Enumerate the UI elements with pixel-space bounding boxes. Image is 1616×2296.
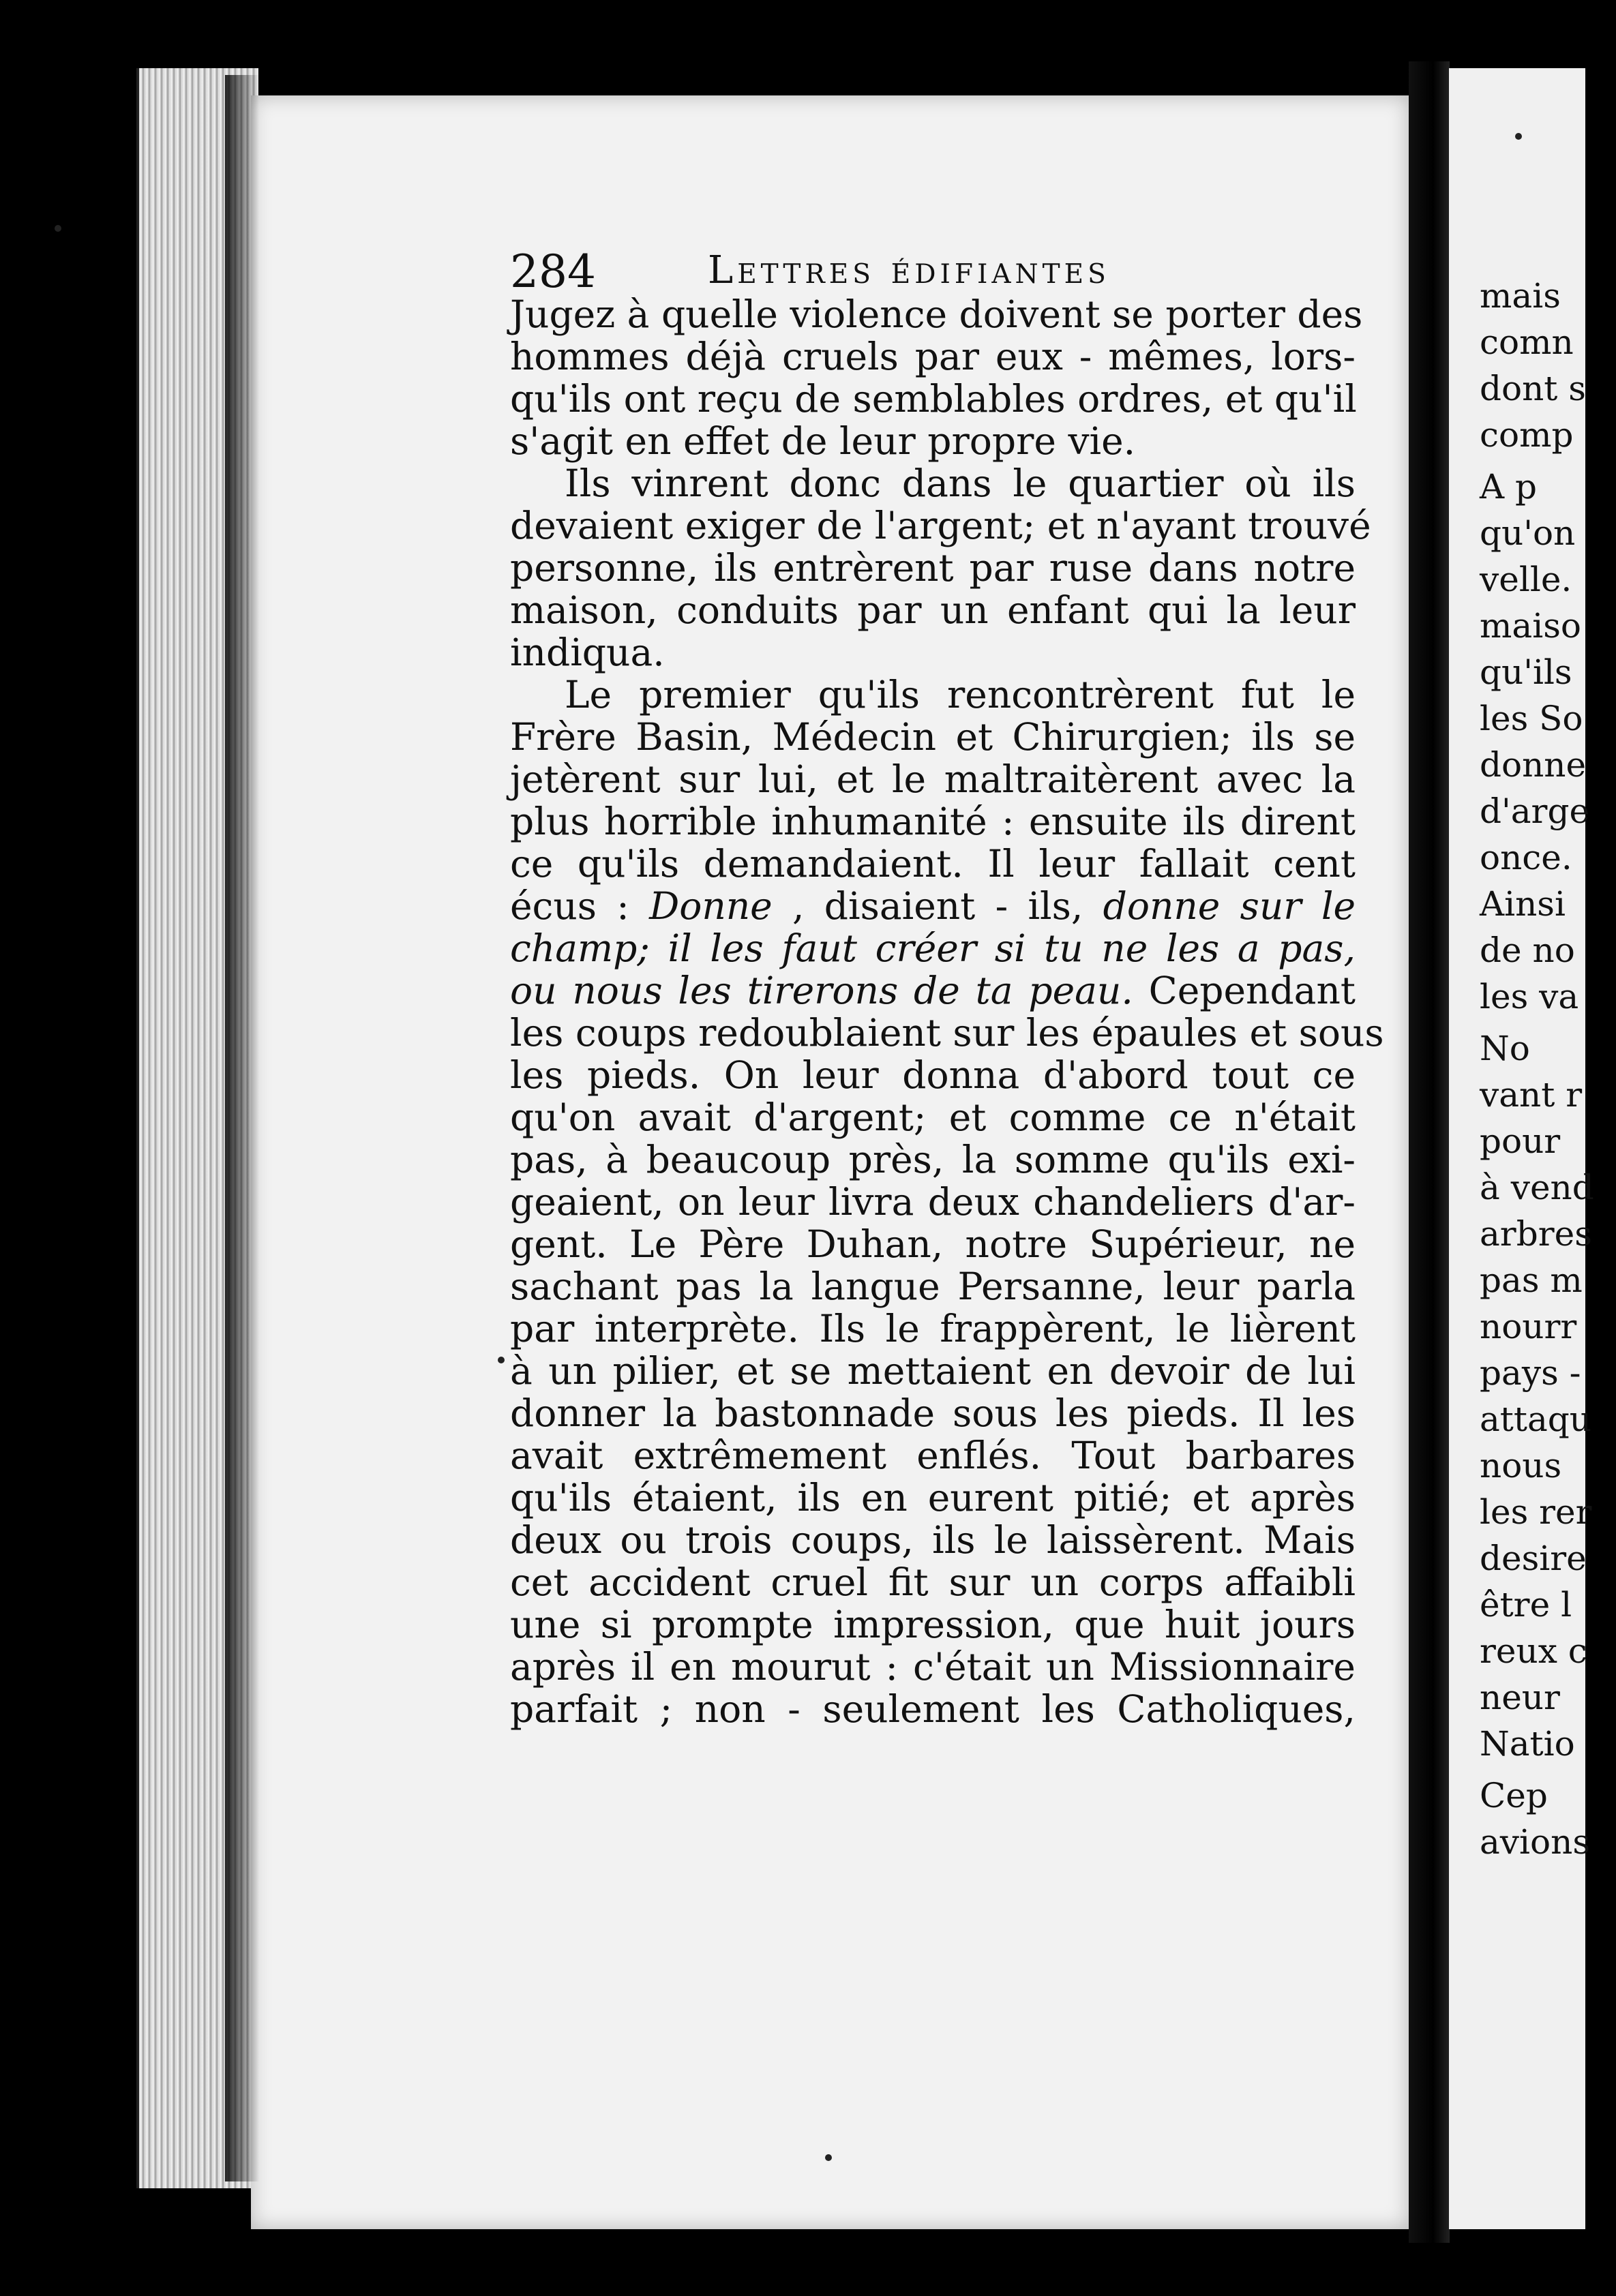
text-line: les va bbox=[1480, 977, 1579, 1016]
text-line: pour bbox=[1480, 1121, 1561, 1161]
text-line: geaient, on leur livra deux chandeliers d'ar- bbox=[510, 1180, 1356, 1224]
text-line: qu'ils bbox=[1480, 652, 1572, 692]
text-line: nous bbox=[1480, 1446, 1562, 1485]
text-line bbox=[510, 969, 1356, 1012]
text-run: Cependant bbox=[1148, 969, 1356, 1012]
text-line: Frère Basin, Médecin et Chirurgien; ils se bbox=[510, 715, 1356, 759]
text-run: écus : bbox=[510, 884, 629, 928]
text-line: once. bbox=[1480, 838, 1572, 877]
book-gutter bbox=[1409, 61, 1450, 2243]
text-line: Natio bbox=[1480, 1724, 1575, 1764]
text-line: pays - bbox=[1480, 1353, 1581, 1393]
text-line: les rer bbox=[1480, 1492, 1592, 1532]
text-line: maiso bbox=[1480, 606, 1581, 646]
text-line: pas m bbox=[1480, 1260, 1583, 1300]
text-line: nourr bbox=[1480, 1307, 1577, 1346]
text-line: mais bbox=[1480, 276, 1561, 316]
text-line: indiqua. bbox=[510, 631, 665, 674]
text-line: qu'ils étaient, ils en eurent pitié; et après bbox=[510, 1476, 1356, 1520]
italic-run: ou nous les tirerons de ta peau. bbox=[510, 969, 1133, 1012]
italic-run: Donne bbox=[649, 884, 773, 928]
text-line: attaqu bbox=[1480, 1400, 1592, 1439]
text-line: à vend bbox=[1480, 1168, 1594, 1207]
text-line: cet accident cruel fit sur un corps affaibli bbox=[510, 1560, 1356, 1604]
text-line: neur bbox=[1480, 1678, 1560, 1717]
text-line: s'agit en effet de leur propre vie. bbox=[510, 419, 1136, 463]
text-line: velle. bbox=[1480, 560, 1572, 599]
text-line: personne, ils entrèrent par ruse dans notre bbox=[510, 546, 1356, 590]
right-page-body bbox=[1480, 273, 1616, 1865]
text-line: Ils vinrent donc dans le quartier où ils bbox=[565, 462, 1356, 505]
text-line: comp bbox=[1480, 415, 1574, 455]
text-line: sachant pas la langue Persanne, leur parla bbox=[510, 1265, 1356, 1308]
text-line: avait extrêmement enflés. Tout barbares bbox=[510, 1434, 1356, 1477]
text-line: maison, conduits par un enfant qui la leur bbox=[510, 588, 1356, 632]
text-line: comn bbox=[1480, 322, 1574, 362]
text-line: Jugez à quelle violence doivent se porter des bbox=[510, 292, 1363, 336]
text-line: jetèrent sur lui, et le maltraitèrent avec la bbox=[510, 757, 1356, 801]
text-line: reux c bbox=[1480, 1631, 1587, 1671]
text-line: les coups redoublaient sur les épaules et sous bbox=[510, 1011, 1384, 1055]
scan-speck bbox=[498, 1357, 505, 1363]
text-line: après il en mourut : c'était un Missionnaire bbox=[510, 1645, 1356, 1689]
text-line: être l bbox=[1480, 1585, 1572, 1625]
text-line: avions bbox=[1480, 1822, 1591, 1862]
text-line: à un pilier, et se mettaient en devoir de lui bbox=[510, 1349, 1356, 1393]
text-line: une si prompte impression, que huit jours bbox=[510, 1603, 1356, 1646]
italic-run: donne sur le bbox=[1103, 884, 1356, 928]
scan-speck bbox=[1515, 133, 1522, 140]
text-line: devaient exiger de l'argent; et n'ayant trouvé bbox=[510, 504, 1371, 547]
text-line: de no bbox=[1480, 931, 1575, 970]
text-line bbox=[510, 885, 1356, 927]
text-line: hommes déjà cruels par eux - mêmes, lors- bbox=[510, 335, 1356, 378]
text-line: arbres bbox=[1480, 1214, 1592, 1254]
scan-speck bbox=[55, 225, 61, 232]
text-line: plus horrible inhumanité : ensuite ils dirent bbox=[510, 800, 1356, 843]
running-title: Lettres édifiantes bbox=[708, 248, 1110, 292]
text-line: gent. Le Père Duhan, notre Supérieur, ne bbox=[510, 1222, 1356, 1266]
text-line: Cep bbox=[1480, 1776, 1548, 1815]
left-page-body bbox=[510, 292, 1384, 1731]
text-line: qu'on avait d'argent; et comme ce n'était bbox=[510, 1096, 1356, 1139]
text-line: desire bbox=[1480, 1539, 1587, 1578]
text-line: d'arge bbox=[1480, 791, 1590, 831]
text-line: No bbox=[1480, 1029, 1530, 1068]
text-line: deux ou trois coups, ils le laissèrent. Mais bbox=[510, 1518, 1356, 1562]
page-number: 284 bbox=[510, 245, 596, 298]
text-line: Le premier qu'ils rencontrèrent fut le bbox=[565, 673, 1356, 716]
text-line: vant r bbox=[1480, 1075, 1583, 1115]
text-line: A p bbox=[1480, 467, 1538, 507]
text-line: ce qu'ils demandaient. Il leur fallait cent bbox=[510, 842, 1356, 886]
text-line: qu'ils ont reçu de semblables ordres, et qu'il bbox=[510, 377, 1357, 421]
page-edge-shadow bbox=[225, 75, 259, 2181]
text-line: parfait ; non - seulement les Catholiques, bbox=[510, 1687, 1356, 1731]
scan-speck bbox=[825, 2154, 832, 2161]
text-line: dont s bbox=[1480, 369, 1586, 408]
text-line: par interprète. Ils le frappèrent, le lièrent bbox=[510, 1307, 1356, 1350]
text-line: donner la bastonnade sous les pieds. Il les bbox=[510, 1391, 1356, 1435]
text-line: qu'on bbox=[1480, 513, 1576, 553]
running-head bbox=[510, 245, 1328, 300]
text-line: les pieds. On leur donna d'abord tout ce bbox=[510, 1053, 1356, 1097]
text-line: champ; il les faut créer si tu ne les a pas, bbox=[510, 926, 1356, 970]
text-line: pas, à beaucoup près, la somme qu'ils exi- bbox=[510, 1138, 1356, 1181]
text-line: les So bbox=[1480, 699, 1583, 738]
text-run: , disaient - ils, bbox=[792, 884, 1083, 928]
text-line: donne bbox=[1480, 745, 1587, 785]
text-line: Ainsi bbox=[1480, 884, 1566, 924]
